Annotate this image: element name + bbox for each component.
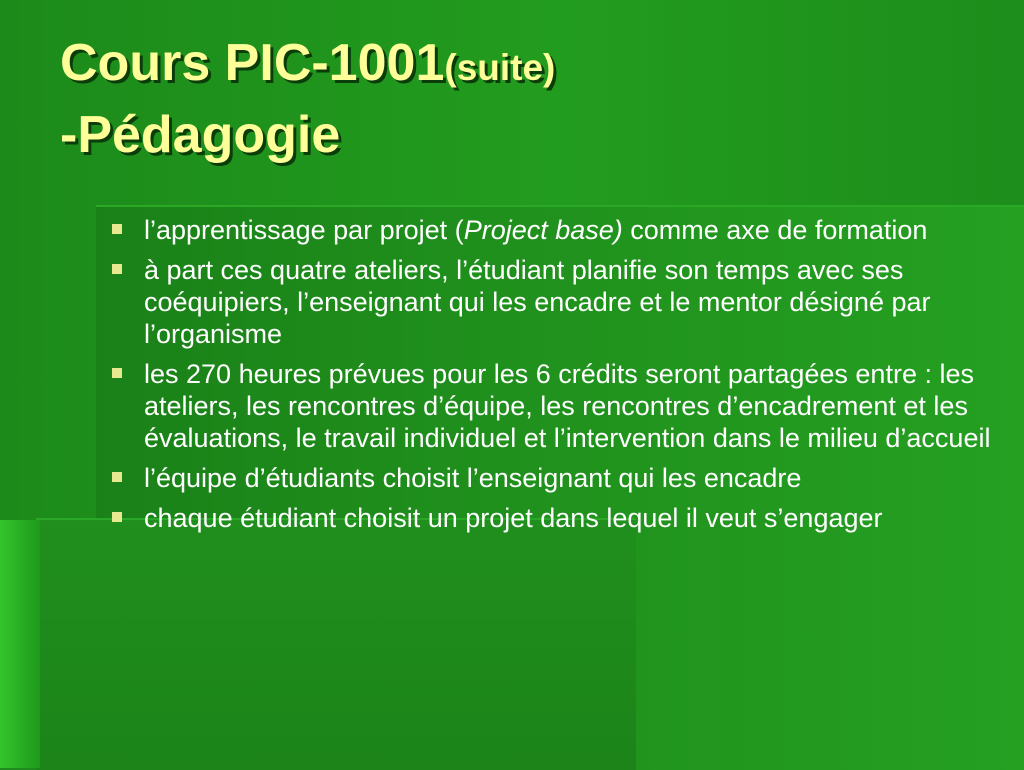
bullet-text: chaque étudiant choisit un projet dans lequel il veut s’engager [144, 503, 883, 533]
bullet-text-before: l’apprentissage par projet ( [144, 215, 464, 245]
square-bullet-icon [112, 512, 122, 522]
background-edge-left [0, 520, 40, 768]
bullet-text: à part ces quatre ateliers, l’étudiant planifie son temps avec ses coéquipiers, l’enseignant qui les encadre et le mentor désigné par l’organisme [144, 255, 931, 349]
title-line-2: -Pédagogie [60, 106, 341, 164]
bullet-item [112, 254, 992, 350]
bullet-item [112, 214, 992, 246]
background-panel-left [36, 518, 636, 770]
title-suffix: (suite) [444, 47, 556, 88]
bullet-list [112, 214, 992, 542]
square-bullet-icon [112, 368, 122, 378]
bullet-item [112, 358, 992, 454]
slide-title [60, 30, 1000, 168]
bullet-text-after: comme axe de formation [622, 215, 928, 245]
square-bullet-icon [112, 224, 122, 234]
title-line-1 [60, 30, 1000, 102]
square-bullet-icon [112, 472, 122, 482]
bullet-item [112, 462, 992, 494]
title-main: Cours PIC-1001 [60, 34, 445, 92]
bullet-text: l’équipe d’étudiants choisit l’enseignant qui les encadre [144, 463, 802, 493]
bullet-text: les 270 heures prévues pour les 6 crédits seront partagées entre : les ateliers, les rencontres d’équipe, les rencontres d’encadrement et les évaluations, le travail individuel et l’intervention dans le milieu d’accueil [144, 359, 991, 453]
square-bullet-icon [112, 264, 122, 274]
bullet-item [112, 502, 992, 534]
bullet-text-italic: Project base) [463, 215, 623, 245]
